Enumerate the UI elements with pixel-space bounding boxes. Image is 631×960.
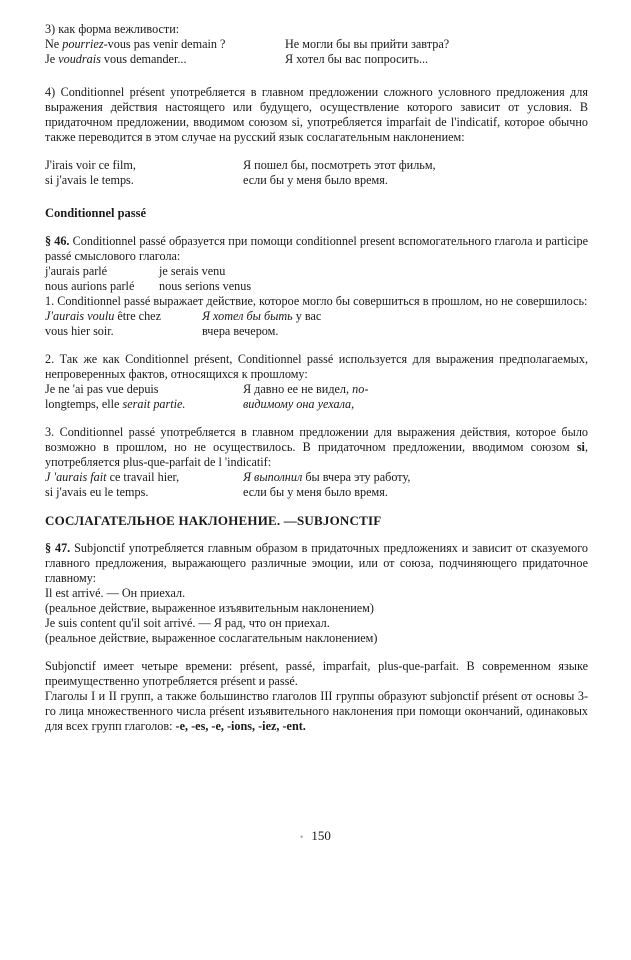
example-line: Je suis content qu'il soit arrivé. — Я рад, что он приехал. — [45, 616, 330, 630]
forms-row: nous aurions parlé nous serions venus — [45, 279, 252, 293]
example-row: Je ne 'ai pas vue depuis Я давно ее не видел, по- — [45, 382, 369, 396]
usage-3: 3. Conditionnel passé употребляется в главном предложении для выражения действия, которое было возможно в прошлом, но не осуществилось. В придаточном предложении, вводимом союзом si, употребляется plus-que-parfait de l 'indicatif: — [45, 425, 588, 469]
usage-2: 2. Так же как Conditionnel présent, Conditionnel passé используется для выражения предполагаемых, непроверенных фактов, относящихся к прошлому: — [45, 352, 588, 381]
point-4-text: 4) Conditionnel présent употребляется в главном предложении сложного условного предложения для выражения действия настоящего или будущего, осуществление которого зависит от условия. В придаточном предложении, вводимом союзом si, употребляется imparfait de l'indicatif, которое обычно также переводится в этом случае на русский язык сослагательным наклонением: — [45, 85, 588, 144]
example-line: (реальное действие, выраженное сослагательным наклонением) — [45, 631, 378, 645]
example-row: Ne pourriez-vous pas venir demain ? Не могли бы вы прийти завтра? — [45, 37, 450, 51]
forms-row: j'aurais parlé je serais venu — [45, 264, 226, 278]
section-title: СОСЛАГАТЕЛЬНОЕ НАКЛОНЕНИЕ. —SUBJONCTIF — [45, 513, 382, 528]
usage-1: 1. Conditionnel passé выражает действие, которое могло бы совершиться в прошлом, но не совершилось: — [45, 294, 588, 308]
tenses-paragraph: Subjonctif имеет четыре времени: présent, passé, imparfait, plus-que-parfait. В современном языке преимущественно употребляется présent и passé. — [45, 659, 588, 688]
example-row: J'aurais voulu être chez Я хотел бы быть у вас — [45, 309, 322, 323]
paragraph-47: § 47. Subjonctif употребляется главным образом в придаточных предложениях и зависит от сказуемого главного предложения, выражающего различные эмоции, или от союза, подчиняющего придаточное главному: — [45, 541, 589, 585]
example-row: Je voudrais vous demander... Я хотел бы вас попросить... — [45, 52, 429, 66]
example-row: vous hier soir. вчера вечером. — [45, 324, 279, 338]
paragraph-46: § 46. Conditionnel passé образуется при помощи conditionnel present вспомогательного глагола и participe passé смыслового глагола: — [45, 234, 589, 263]
example-line: Il est arrivé. — Он приехал. — [45, 586, 186, 600]
example-line: (реальное действие, выраженное изъявительным наклонением) — [45, 601, 374, 615]
groups-paragraph: Глаголы I и II групп, а также большинство глаголов III группы образуют subjonctif présent от основы 3-го лица множественного числа présent изъявительного наклонения при помощи окончаний, одинаковых для всех групп глаголов: -e, -es, -e, -ions, -iez, -ent. — [45, 689, 588, 733]
example-row: J'irais voir ce film, Я пошел бы, посмотреть этот фильм, — [45, 158, 436, 172]
page-content — [45, 22, 588, 734]
example-row: si j'avais eu le temps. если бы у меня было время. — [45, 485, 388, 499]
politeness-heading: 3) как форма вежливости: — [45, 22, 180, 36]
page-number: • 150 — [300, 828, 331, 843]
section-heading: Conditionnel passé — [45, 206, 147, 220]
example-row: si j'avais le temps. если бы у меня было время. — [45, 173, 388, 187]
example-row: J 'aurais fait ce travail hier, Я выполнил бы вчера эту работу, — [45, 470, 411, 484]
example-row: longtemps, elle serait partie. видимому она уехала, — [45, 397, 355, 411]
